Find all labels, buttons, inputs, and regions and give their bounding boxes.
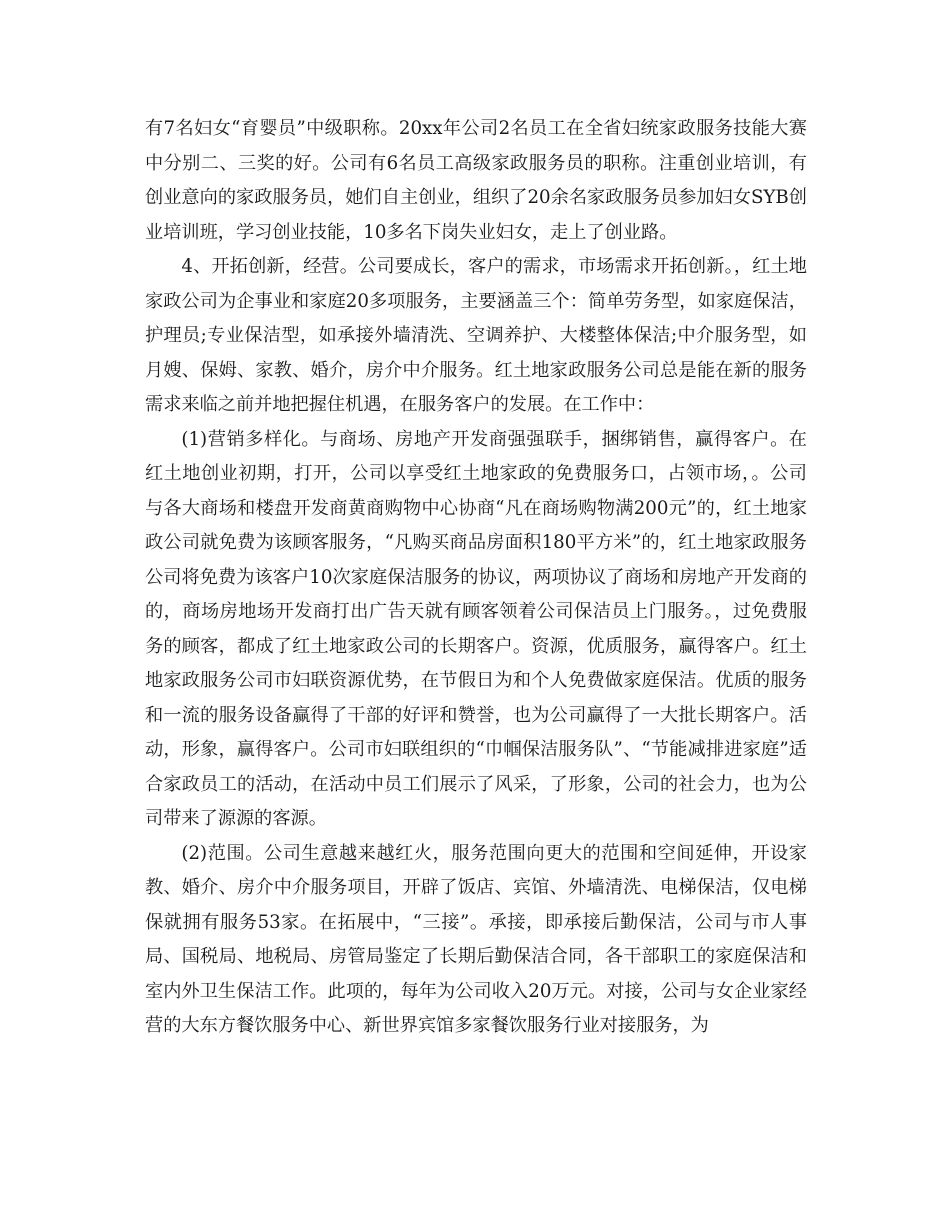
paragraph-4: (2)范围。公司生意越来越红火，服务范围向更大的范围和空间延伸，开设家教、婚介、房介中介服务项目，开辟了饭店、宾馆、外墙清洗、电梯保洁，仅电梯保就拥有服务53家。在拓展中，“三接”。承接，即承接后勤保洁，公司与市人事局、国税局、地税局、房管局鉴定了长期后勤保洁合同，各干部职工的家庭保洁和室内外卫生保洁工作。此项的，每年为公司收入20万元。对接，公司与女企业家经营的大东方餐饮服务中心、新世界宾馆多家餐饮服务行业对接服务，为 [145, 842, 807, 1036]
document-body [145, 112, 807, 1044]
paragraph-3: (1)营销多样化。与商场、房地产开发商强强联手，捆绑销售，赢得客户。在红土地创业初期，打开，公司以享受红土地家政的免费服务口，占领市场，。公司与各大商场和楼盘开发商黄商购物中心协商“凡在商场购物满200元”的，红土地家政公司就免费为该顾客服务，“凡购买商品房面积180平方米”的，红土地家政服务公司将免费为该客户10次家庭保洁服务的协议，两项协议了商场和房地产开发商的的，商场房地场开发商打出广告天就有顾客领着公司保洁员上门服务。，过免费服务的顾客，都成了红土地家政公司的长期客户。资源，优质服务，赢得客户。红土地家政服务公司市妇联资源优势，在节假日为和个人免费做家庭保洁。优质的服务和一流的服务设备赢得了干部的好评和赞誉，也为公司赢得了一大批长期客户。活动，形象，赢得客户。公司市妇联组织的“巾帼保洁服务队”、“节能减排进家庭”适合家政员工的活动，在活动中员工们展示了风采，了形象，公司的社会力，也为公司带来了源源的客源。 [145, 428, 807, 829]
paragraph-1: 有7名妇女“育婴员”中级职称。20xx年公司2名员工在全省妇统家政服务技能大赛中分别二、三奖的好。公司有6名员工高级家政服务员的职称。注重创业培训，有创业意向的家政服务员，她们自主创业，组织了20余名家政服务员参加妇女SYB创业培训班，学习创业技能，10多名下岗失业妇女，走上了创业路。 [145, 118, 807, 243]
paragraph-2: 4、开拓创新，经营。公司要成长，客户的需求，市场需求开拓创新。，红土地家政公司为企事业和家庭20多项服务，主要涵盖三个：简单劳务型，如家庭保洁，护理员;专业保洁型，如承接外墙清洗、空调养护、大楼整体保洁;中介服务型，如月嫂、保姆、家教、婚介，房介中介服务。红土地家政服务公司总是能在新的服务需求来临之前并地把握住机遇，在服务客户的发展。在工作中： [145, 256, 807, 415]
